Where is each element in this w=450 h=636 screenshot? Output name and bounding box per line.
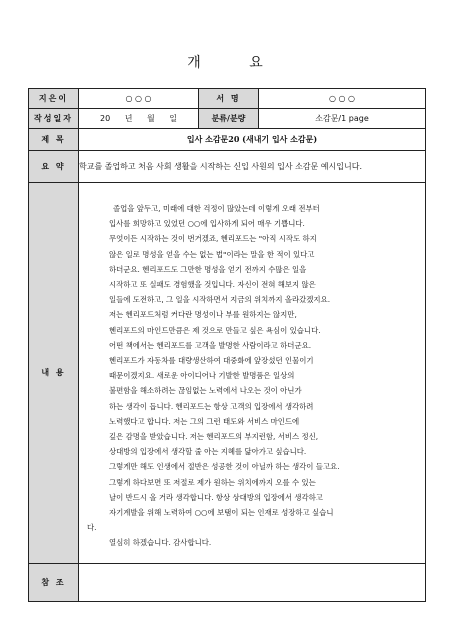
content-line: 그렇게만 해도 인생에서 절반은 성공한 것이 아닐까 하는 생각이 들고요. <box>109 462 340 472</box>
content-line: 어떤 책에서는 헨리포드를 고객을 발명한 사람이라고 하더군요. <box>109 340 312 350</box>
date-value: 20 년 월 일 <box>79 109 199 129</box>
overview-table <box>28 88 426 602</box>
date-label: 작성일자 <box>29 109 79 129</box>
content-line: 않은 일로 명성을 얻을 수는 없는 법"이라는 말을 한 적이 있다고 <box>109 249 315 259</box>
content-line: 무엇이든 시작하는 것이 번거겠죠, 헨리포드는 "아직 시작도 하지 <box>109 234 317 244</box>
content-line: 다. <box>87 523 97 533</box>
summary-label: 요 약 <box>29 151 79 183</box>
signature-value: ○ ○ ○ <box>259 89 426 109</box>
content-cell <box>79 183 426 564</box>
signature-label: 서 명 <box>199 89 259 109</box>
category-value: 소감문/1 page <box>259 109 426 129</box>
content-line: 상대방의 입장에서 생각할 줄 아는 지혜를 닮아가고 싶습니다. <box>109 447 307 457</box>
subject-label: 제 목 <box>29 129 79 151</box>
content-line: 깊은 감명을 받았습니다. 저는 헨리포드의 부지런함, 서비스 정신, <box>109 432 319 442</box>
content-line: 저는 헨리포드처럼 커다란 명성이나 부를 원하지는 않지만, <box>109 310 297 320</box>
content-line: 하더군요. 헨리포드도 그만한 명성을 얻기 전까지 수많은 일을 <box>109 264 307 274</box>
content-label: 내 용 <box>29 183 79 564</box>
author-value: ○ ○ ○ <box>79 89 199 109</box>
content-line: 입사를 희망하고 있었던 ○○에 입사하게 되어 매우 기쁩니다. <box>109 219 305 229</box>
content-line: 시작하고 또 실패도 경험했을 것입니다. 자신이 전혀 해보지 않은 <box>109 280 316 290</box>
reference-label: 참 조 <box>29 563 79 601</box>
content-line: 헨리포드의 마인드만큼은 제 것으로 만들고 싶은 욕심이 있습니다. <box>109 325 321 335</box>
content-line: 하는 생각이 듭니다. 헨리포드는 항상 고객의 입장에서 생각하려 <box>109 401 314 411</box>
summary-value: 학교를 졸업하고 처음 사회 생활을 시작하는 신입 사원의 입사 소감문 예시입니다. <box>79 151 426 183</box>
subject-value: 입사 소감문20 (새내기 입사 소감문) <box>79 129 426 151</box>
content-line: 졸업을 앞두고, 미래에 대한 걱정이 많았는데 이렇게 오래 전부터 <box>113 204 320 213</box>
content-line: 일들에 도전하고, 그 일을 시작하면서 지금의 위치까지 올라갔겠지요. <box>109 295 331 305</box>
content-line: 때문이겠지요. 새로운 아이디어나 기발한 발명품은 일상의 <box>109 371 295 381</box>
content-line: 불편함을 해소하려는 끊임없는 노력에서 나오는 것이 아닌가 <box>109 386 302 396</box>
content-line: 자기계발을 위해 노력하여 ○○에 보탬이 되는 인재로 성장하고 싶습니 <box>109 508 334 518</box>
content-line: 열심히 하겠습니다. 감사합니다. <box>109 538 212 548</box>
category-label: 분류/분량 <box>199 109 259 129</box>
author-label: 지은이 <box>29 89 79 109</box>
content-line: 그렇게 하다보면 또 저절로 제가 원하는 위치에까지 오를 수 있는 <box>109 477 316 487</box>
content-line: 날이 반드시 올 거라 생각합니다. 항상 상대방의 입장에서 생각하고 <box>109 492 323 502</box>
reference-value <box>79 563 426 601</box>
page-title: 개 요 <box>187 55 285 71</box>
content-line: 헨리포드가 자동차를 대량생산하여 대중화에 앞장섰던 인물이기 <box>109 356 314 366</box>
content-text <box>79 183 425 563</box>
content-line: 노력했다고 합니다. 저는 그의 그런 태도와 서비스 마인드에 <box>109 416 300 426</box>
